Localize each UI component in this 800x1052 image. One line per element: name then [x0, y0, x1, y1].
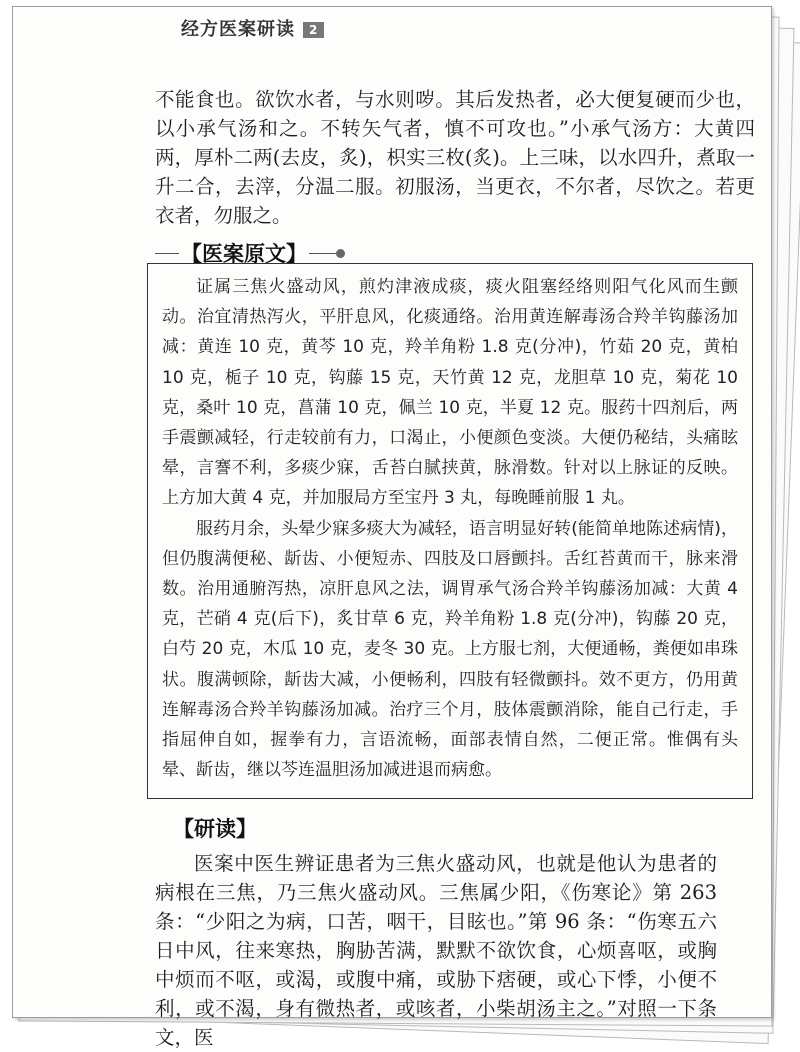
running-header-title [181, 15, 324, 41]
section-dot-ornament [336, 249, 345, 258]
section-rule-left [155, 253, 179, 254]
section-rule-right [309, 253, 339, 254]
intro-paragraph: 不能食也。欲饮水者，与水则哕。其后发热者，必大便复硬而少也，以小承气汤和之。不转矢气者，慎不可攻也。”小承气汤方：大黄四两，厚朴二两(去皮，炙)，枳实三枚(炙)。上三味，以水四升，煮取一升二合，去滓，分温二服。初服汤，当更衣，不尔者，尽饮之。若更衣者，勿服之。 [155, 88, 755, 227]
book-page [12, 6, 772, 1049]
running-header [13, 7, 771, 45]
case-text-box [147, 263, 753, 799]
case-section-title: 【医案原文】 [181, 242, 307, 266]
case-text [162, 272, 738, 785]
case-paragraph: 证属三焦火盛动风，煎灼津液成痰，痰火阻塞经络则阳气化风而生颤动。治宜清热泻火，平肝息风，化痰通络。治用黄连解毒汤合羚羊钩藤汤加减：黄连 10 克，黄芩 10 克，羚羊角粉 1.8 克(分冲)，竹茹 20 克，黄柏 10 克，栀子 10 克，钩藤 15 克，天竹黄 12 克，龙胆草 10 克，菊花 10 克，桑叶 10 克，菖蒲 10 克，佩兰 10 克，半夏 12 克。服药十四剂后，两手震颤减轻，行走较前有力，口渴止，小便颜色变淡。大便仍秘结，头痛眩晕，言謇不利，多痰少寐，舌苔白腻挟黄，脉滑数。针对以上脉证的反映。上方加大黄 4 克，并加服局方至宝丹 3 丸，每晚睡前服 1 丸。 [162, 277, 738, 509]
header-title-text: 经方医案研读 [181, 19, 295, 40]
case-paragraph: 服药月余，头晕少寐多痰大为减轻，语言明显好转(能简单地陈述病情)，但仍腹满便秘、龂齿、小便短赤、四肢及口唇颤抖。舌红苔黄而干，脉来滑数。治用通腑泻热，凉肝息风之法，调胃承气汤合羚羊钩藤汤加减：大黄 4 克，芒硝 4 克(后下)，炙甘草 6 克，羚羊角粉 1.8 克(分冲)，钩藤 20 克，白芍 20 克，木瓜 10 克，麦冬 30 克。上方服七剂，大便通畅，粪便如串珠状。腹满顿除，龂齿大减，小便畅利，四肢有轻微颤抖。效不更方，仍用黄连解毒汤合羚羊钩藤汤加减。治疗三个月，肢体震颤消除，能自己行走，手指屈伸自如，握拳有力，言语流畅，面部表情自然，二便正常。惟偶有头晕、龂齿，继以芩连温胆汤加减进退而病愈。 [162, 518, 738, 781]
page-badge: 2 [303, 22, 324, 38]
study-section-title: 【研读】 [173, 817, 257, 841]
study-paragraph: 医案中医生辨证患者为三焦火盛动风，也就是他认为患者的病根在三焦，乃三焦火盛动风。三焦属少阳，《伤寒论》第 263 条：“少阳之为病，口苦，咽干，目眩也。”第 96 条：“伤寒五六日中风，往来寒热，胸胁苦满，默默不欲饮食，心烦喜呕，或胸中烦而不呕，或渴，或腹中痛，或胁下痞硬，或心下悸，小便不利，或不渴，身有微热者，或咳者，小柴胡汤主之。”对照一下条文，医 [155, 852, 717, 1049]
